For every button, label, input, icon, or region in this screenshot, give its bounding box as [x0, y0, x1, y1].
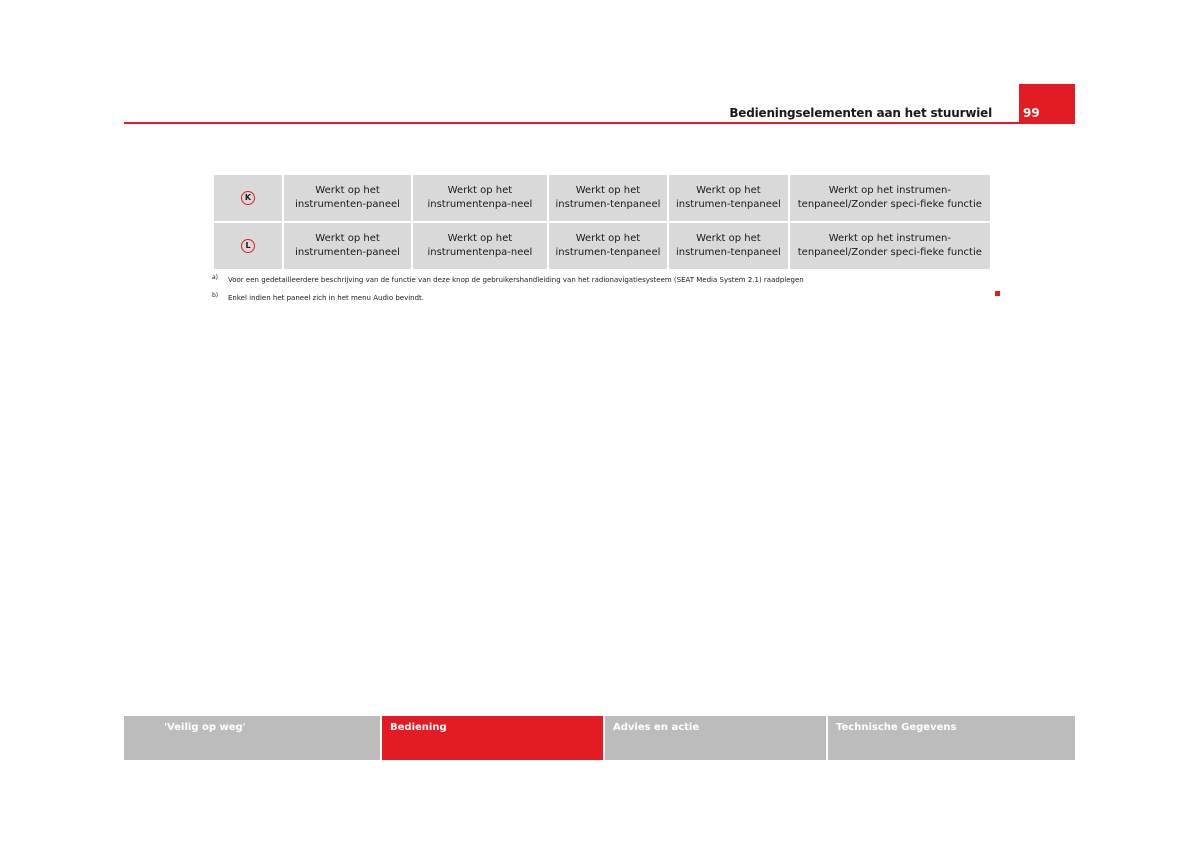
table-cell: Werkt op het instrumen-tenpaneel: [549, 175, 667, 221]
symbol-cell: [214, 221, 282, 269]
footnote: [212, 275, 972, 285]
footnote-mark: b): [212, 292, 219, 299]
table-cell: Werkt op het instrumen-tenpaneel/Zonder speci-fieke functie: [790, 221, 990, 269]
footnote-text: Voor een gedetailleerdere beschrijving van de functie van deze knop de gebruikershandleiding van het radionavigatiesysteem (SEAT Media System 2.1) raadplegen: [228, 276, 804, 284]
table-row: [214, 221, 990, 269]
footnote-text: Enkel indien het paneel zich in het menu Audio bevindt.: [228, 294, 425, 302]
table-cell: Werkt op het instrumen-tenpaneel: [549, 221, 667, 269]
circled-k-icon: K: [241, 191, 255, 205]
tab-bediening[interactable]: Bediening: [382, 716, 603, 760]
table-cell: Werkt op het instrumen-tenpaneel: [669, 175, 787, 221]
table-cell: Werkt op het instrumen-tenpaneel/Zonder speci-fieke functie: [790, 175, 990, 221]
table-row: [214, 175, 990, 221]
tab-technische-gegevens[interactable]: Technische Gegevens: [828, 716, 1075, 760]
section-end-marker: [995, 291, 1000, 296]
symbol-cell: [214, 175, 282, 221]
bottom-nav: [124, 716, 1075, 760]
page-number: 99: [1023, 106, 1040, 120]
table-cell: Werkt op het instrumenten-paneel: [284, 221, 411, 269]
circled-l-icon: L: [241, 239, 255, 253]
table-cell: Werkt op het instrumenten-paneel: [284, 175, 411, 221]
footnotes: [212, 275, 972, 311]
table-cell: Werkt op het instrumentenpa-neel: [413, 221, 547, 269]
tab-veilig-op-weg[interactable]: 'Veilig op weg': [124, 716, 380, 760]
footnote: [212, 293, 972, 303]
function-table: [212, 175, 992, 269]
table-cell: Werkt op het instrumentenpa-neel: [413, 175, 547, 221]
table-cell: Werkt op het instrumen-tenpaneel: [669, 221, 787, 269]
page-title: Bedieningselementen aan het stuurwiel: [729, 106, 992, 120]
tab-advies-en-actie[interactable]: Advies en actie: [605, 716, 826, 760]
header-rule: [124, 122, 1074, 124]
footnote-mark: a): [212, 274, 219, 281]
page-number-box: [1019, 84, 1075, 124]
